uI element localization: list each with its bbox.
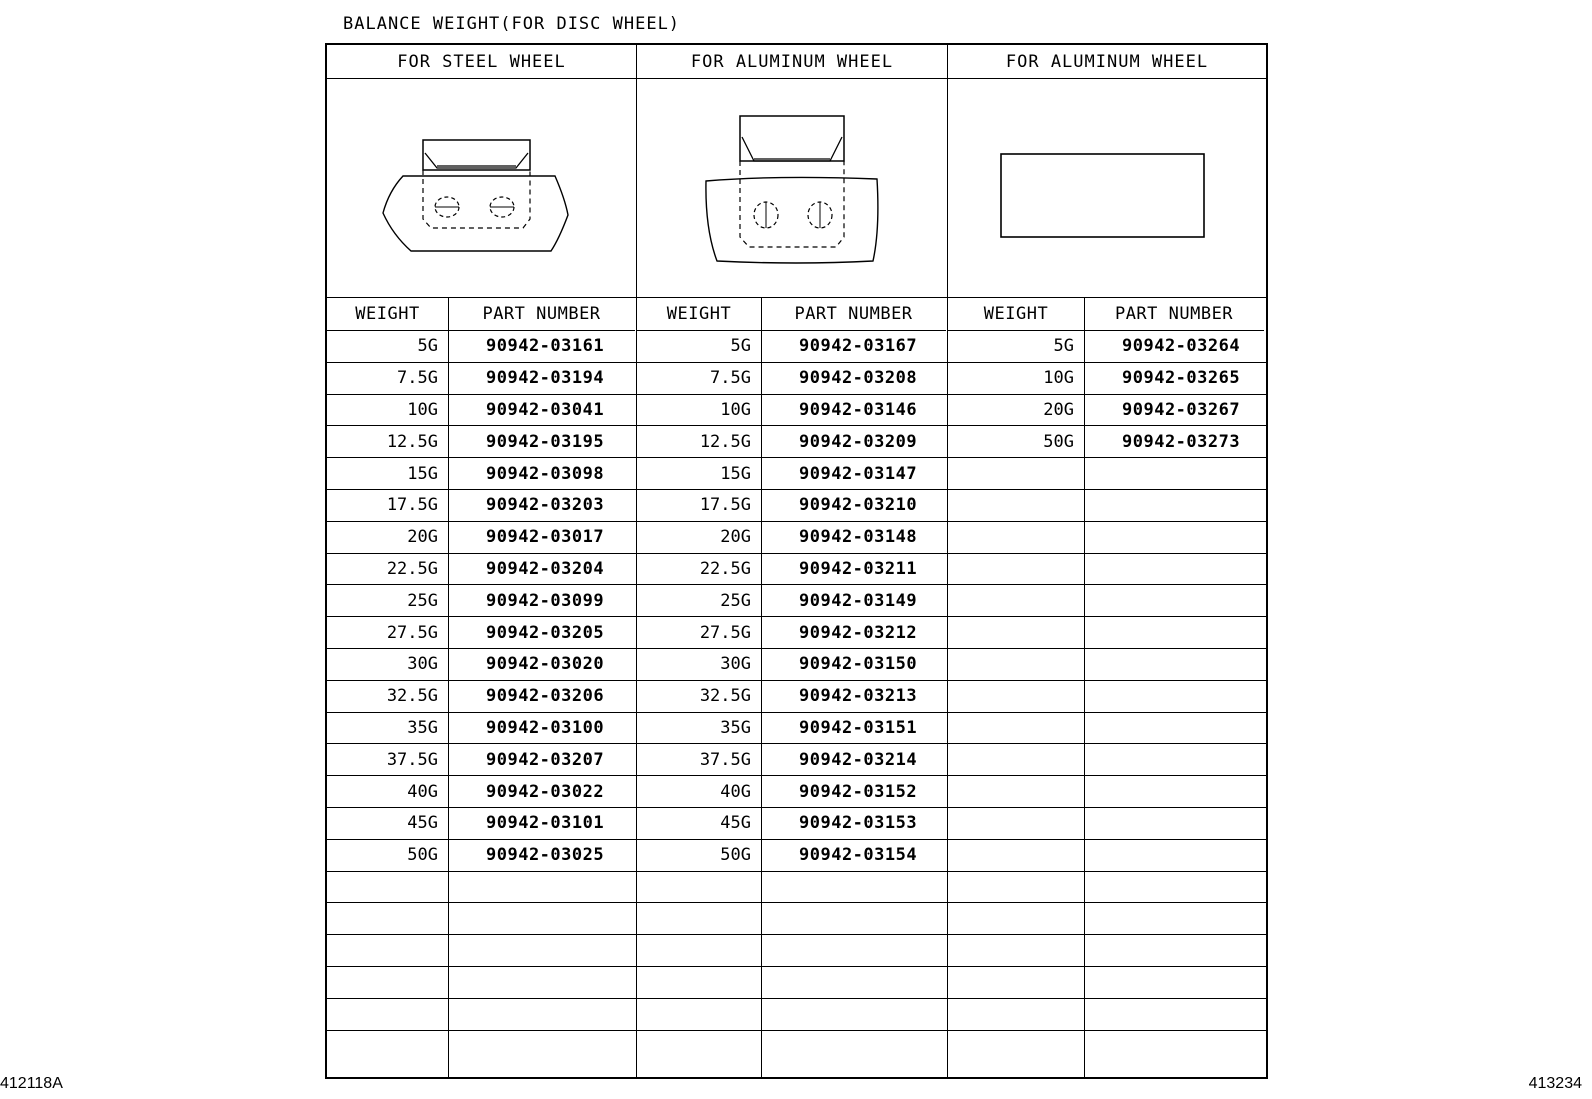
weight-cell: 25G [720,590,751,611]
weight-cell [948,872,1084,903]
weight-cell: 45G [407,813,438,834]
weight-cell [948,490,1084,521]
weight-cell [948,522,1084,553]
weight-cell [327,967,448,998]
part-number-cell [1084,808,1264,839]
table-row [327,649,636,681]
table-row [637,585,947,617]
weight-cell: 5G [1053,336,1074,357]
part-number-cell [1084,522,1264,553]
part-number-cell: 90942-03273 [1122,431,1241,452]
part-number-cell [1084,999,1264,1030]
weight-cell: 40G [407,781,438,802]
weight-cell [948,744,1084,775]
table-row [327,426,636,458]
weight-cell: 20G [407,527,438,548]
table-row [948,1031,1266,1063]
table-row [637,458,947,490]
table-row [637,522,947,554]
part-number-cell: 90942-03265 [1122,368,1241,389]
table-row [948,681,1266,713]
weight-cell [948,776,1084,807]
table-row [327,744,636,776]
table-row [327,458,636,490]
part-number-cell [1084,903,1264,934]
weight-cell [637,1031,761,1063]
table-row [948,713,1266,745]
weight-cell: 27.5G [386,622,438,643]
weight-cell [948,649,1084,680]
weight-cell: 10G [407,399,438,420]
part-number-column-header: PART NUMBER [1084,298,1264,331]
table-row [327,1031,636,1063]
table-row [637,903,947,935]
part-number-cell: 90942-03210 [799,495,918,516]
part-number-cell: 90942-03212 [799,622,918,643]
table-row [637,935,947,967]
part-number-cell: 90942-03211 [799,558,918,579]
weight-cell [948,967,1084,998]
table-row [948,554,1266,586]
part-number-cell [1084,649,1264,680]
weight-cell [637,999,761,1030]
table-row [637,967,947,999]
weight-cell [327,1031,448,1063]
table-row [327,999,636,1031]
table-row [948,744,1266,776]
weight-cell [327,935,448,966]
weight-cell: 50G [407,845,438,866]
part-number-cell [1084,554,1264,585]
part-number-cell: 90942-03101 [486,813,605,834]
section-heading: FOR ALUMINUM WHEEL [637,45,947,79]
table-row [637,713,947,745]
rows-aluminum-adhesive [948,331,1266,1062]
weight-cell [948,903,1084,934]
part-number-cell: 90942-03267 [1122,399,1241,420]
part-number-cell: 90942-03022 [486,781,605,802]
section-steel-wheel [327,45,637,1077]
part-number-cell [1084,776,1264,807]
table-row [948,999,1266,1031]
part-number-column-header: PART NUMBER [761,298,946,331]
weight-cell: 50G [1043,431,1074,452]
weight-cell [948,808,1084,839]
part-number-cell: 90942-03150 [799,654,918,675]
weight-cell: 17.5G [386,495,438,516]
table-row [948,331,1266,363]
weight-cell: 17.5G [699,495,751,516]
part-number-cell: 90942-03194 [486,368,605,389]
part-number-cell: 90942-03203 [486,495,605,516]
table-row [327,522,636,554]
weight-cell: 37.5G [699,749,751,770]
weight-cell: 22.5G [699,558,751,579]
part-number-cell: 90942-03098 [486,463,605,484]
steel-weight-drawing [327,79,635,296]
part-number-cell [1084,585,1264,616]
weight-cell: 50G [720,845,751,866]
adhesive-weight-illustration [948,79,1266,298]
steel-wheel-weight-illustration [327,79,636,298]
weight-cell [948,935,1084,966]
table-row [948,490,1266,522]
part-number-cell [761,872,946,903]
weight-cell [948,1031,1084,1063]
weight-cell [637,935,761,966]
part-number-cell: 90942-03195 [486,431,605,452]
table-row [948,808,1266,840]
weight-cell: 35G [720,717,751,738]
part-number-cell: 90942-03207 [486,749,605,770]
table-row [637,363,947,395]
table-row [327,776,636,808]
part-number-cell: 90942-03041 [486,399,605,420]
table-row [637,744,947,776]
weight-cell: 35G [407,717,438,738]
table-row [948,522,1266,554]
part-number-cell [1084,458,1264,489]
table-row [637,872,947,904]
weight-cell [327,903,448,934]
weight-cell [948,554,1084,585]
table-row [327,967,636,999]
weight-cell: 25G [407,590,438,611]
part-number-cell [1084,713,1264,744]
table-row [948,776,1266,808]
weight-cell [948,681,1084,712]
part-number-cell: 90942-03214 [799,749,918,770]
weight-column-header: WEIGHT [637,298,761,331]
part-number-cell [448,1031,635,1063]
table-row [948,585,1266,617]
part-number-cell: 90942-03208 [799,368,918,389]
weight-cell [637,872,761,903]
aluminum-weight-drawing [637,79,946,296]
part-number-cell: 90942-03213 [799,686,918,707]
weight-cell: 10G [720,399,751,420]
weight-column-header: WEIGHT [327,298,448,331]
table-row [948,935,1266,967]
part-number-cell: 90942-03154 [799,845,918,866]
weight-cell: 15G [407,463,438,484]
section-aluminum-wheel-clip [637,45,948,1077]
table-row [637,681,947,713]
part-number-cell: 90942-03100 [486,717,605,738]
part-number-cell: 90942-03017 [486,527,605,548]
table-row [327,617,636,649]
part-number-cell [1084,617,1264,648]
table-row [327,331,636,363]
part-number-cell: 90942-03146 [799,399,918,420]
part-number-cell [1084,872,1264,903]
weight-cell: 30G [407,654,438,675]
table-row [948,395,1266,427]
rows-aluminum-clip [637,331,947,1062]
part-number-cell: 90942-03204 [486,558,605,579]
weight-cell [948,458,1084,489]
adhesive-weight-drawing [948,79,1264,296]
weight-column-header: WEIGHT [948,298,1084,331]
weight-cell [948,999,1084,1030]
weight-cell: 37.5G [386,749,438,770]
table-row [327,808,636,840]
weight-cell: 7.5G [710,368,751,389]
table-row [948,617,1266,649]
part-number-cell [448,872,635,903]
part-number-cell [1084,967,1264,998]
table-row [327,903,636,935]
weight-cell: 30G [720,654,751,675]
rows-steel [327,331,636,1062]
table-row [948,426,1266,458]
page-title: BALANCE WEIGHT(FOR DISC WHEEL) [343,14,681,34]
table-row [637,617,947,649]
part-number-cell [448,935,635,966]
table-row [327,490,636,522]
part-number-cell: 90942-03209 [799,431,918,452]
table-row [637,999,947,1031]
part-number-cell [1084,490,1264,521]
weight-cell [948,617,1084,648]
part-number-cell [448,999,635,1030]
part-number-cell [1084,840,1264,871]
figure-code-right: 413234 [1528,1075,1582,1092]
weight-cell: 12.5G [386,431,438,452]
table-row [948,649,1266,681]
table-row [637,808,947,840]
table-row [327,554,636,586]
section-heading: FOR ALUMINUM WHEEL [948,45,1266,79]
part-number-cell [1084,681,1264,712]
table-row [637,426,947,458]
weight-cell: 12.5G [699,431,751,452]
part-number-cell [761,967,946,998]
weight-cell: 20G [720,527,751,548]
part-number-cell: 90942-03025 [486,845,605,866]
part-number-cell: 90942-03148 [799,527,918,548]
table-row [948,967,1266,999]
weight-cell [637,967,761,998]
balance-weight-table [325,43,1268,1079]
table-row [327,681,636,713]
table-row [637,490,947,522]
weight-cell: 27.5G [699,622,751,643]
table-row [637,776,947,808]
table-row [637,1031,947,1063]
table-row [948,872,1266,904]
table-row [327,840,636,872]
weight-cell: 20G [1043,399,1074,420]
part-number-cell: 90942-03206 [486,686,605,707]
part-number-cell: 90942-03151 [799,717,918,738]
part-number-cell: 90942-03205 [486,622,605,643]
table-row [327,872,636,904]
table-row [948,363,1266,395]
table-row [637,649,947,681]
part-number-cell [1084,935,1264,966]
weight-cell: 32.5G [386,686,438,707]
table-row [637,840,947,872]
weight-cell [637,903,761,934]
weight-cell: 32.5G [699,686,751,707]
part-number-cell: 90942-03152 [799,781,918,802]
part-number-cell [1084,1031,1264,1063]
part-number-cell [761,999,946,1030]
table-row [948,903,1266,935]
weight-cell: 15G [720,463,751,484]
weight-cell: 22.5G [386,558,438,579]
table-row [327,713,636,745]
part-number-cell: 90942-03020 [486,654,605,675]
part-number-cell [448,967,635,998]
table-row [948,458,1266,490]
part-number-cell [761,1031,946,1063]
section-aluminum-wheel-adhesive [948,45,1266,1077]
section-heading: FOR STEEL WHEEL [327,45,636,79]
weight-cell: 45G [720,813,751,834]
weight-cell [327,872,448,903]
weight-cell [327,999,448,1030]
table-row [637,331,947,363]
table-row [327,363,636,395]
part-number-cell [448,903,635,934]
part-number-cell [761,903,946,934]
weight-cell [948,585,1084,616]
weight-cell: 5G [730,336,751,357]
part-number-cell [1084,744,1264,775]
table-row [637,395,947,427]
weight-cell [948,840,1084,871]
weight-cell [948,713,1084,744]
weight-cell: 7.5G [397,368,438,389]
part-number-cell: 90942-03147 [799,463,918,484]
part-number-cell: 90942-03099 [486,590,605,611]
aluminum-wheel-weight-illustration [637,79,947,298]
part-number-column-header: PART NUMBER [448,298,635,331]
table-row [327,395,636,427]
table-row [948,840,1266,872]
part-number-cell [761,935,946,966]
weight-cell: 40G [720,781,751,802]
part-number-cell: 90942-03149 [799,590,918,611]
table-row [327,585,636,617]
weight-cell: 5G [417,336,438,357]
part-number-cell: 90942-03153 [799,813,918,834]
part-number-cell: 90942-03161 [486,336,605,357]
part-number-cell: 90942-03167 [799,336,918,357]
part-number-cell: 90942-03264 [1122,336,1241,357]
table-row [637,554,947,586]
table-row [327,935,636,967]
weight-cell: 10G [1043,368,1074,389]
figure-code-left: 412118A [0,1075,63,1092]
